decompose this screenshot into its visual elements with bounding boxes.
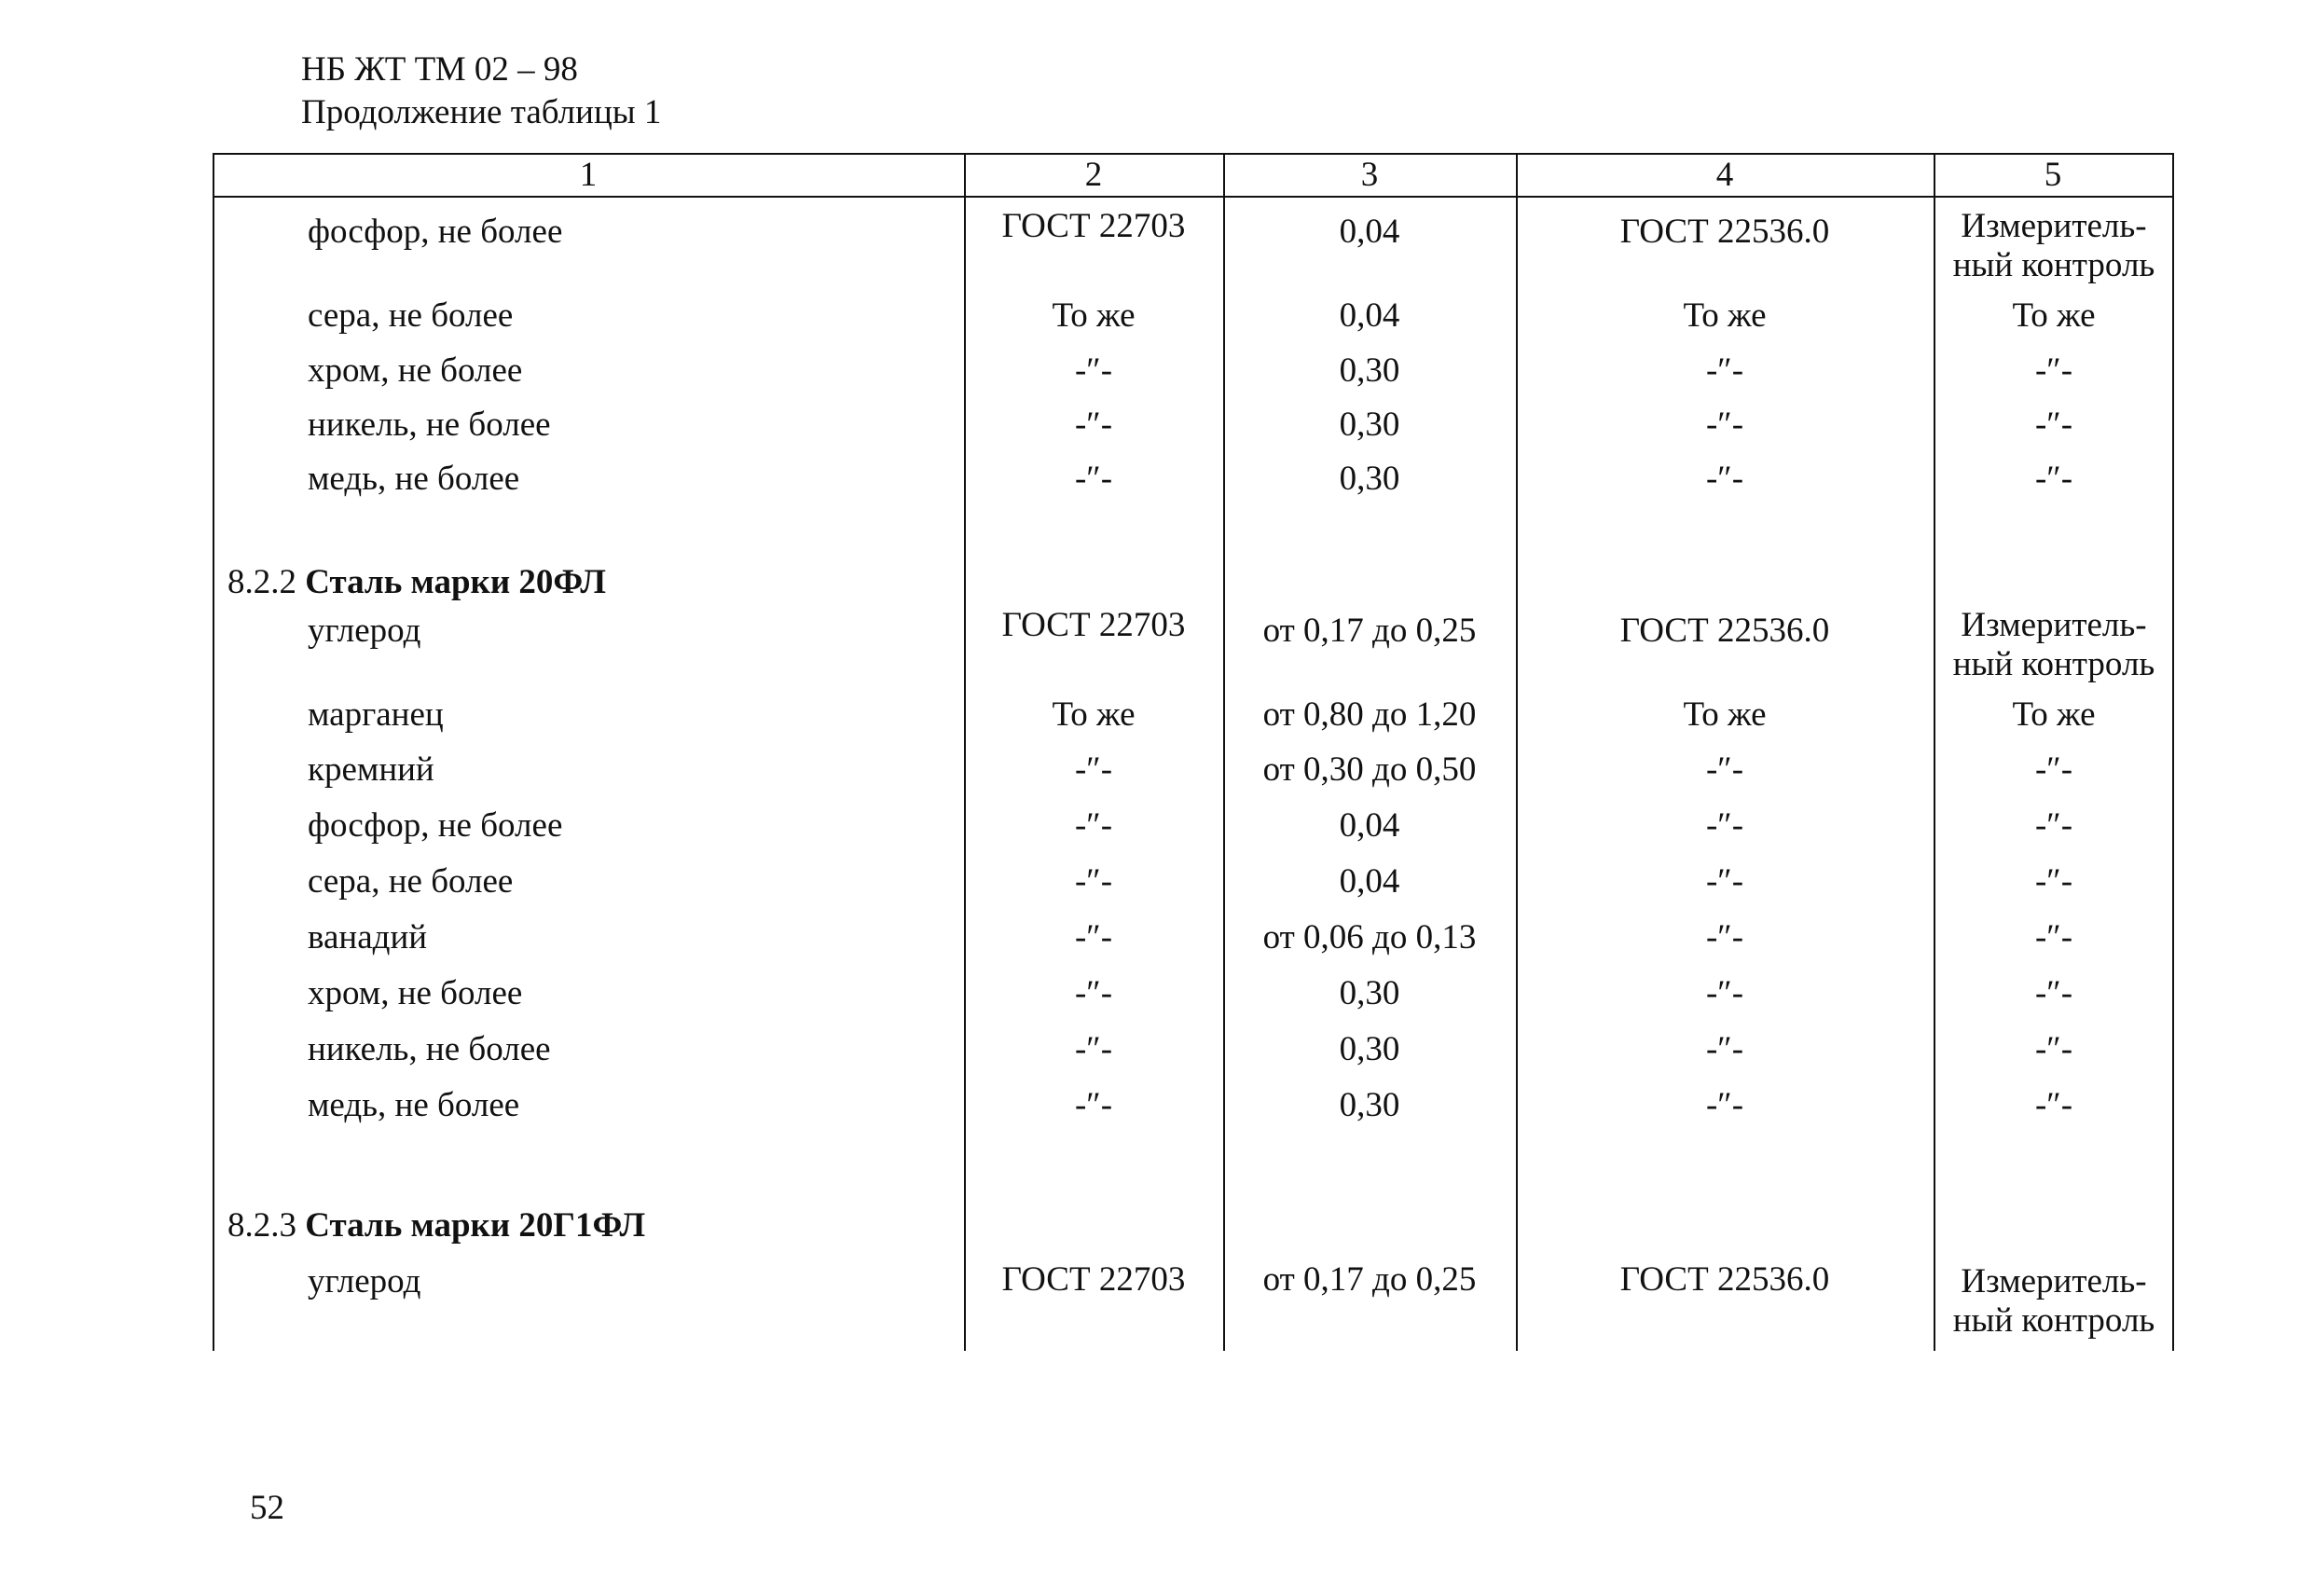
element-name: сера, не более	[308, 296, 514, 335]
method-standard: -″-	[1074, 862, 1113, 901]
element-name: медь, не более	[308, 460, 520, 498]
method-standard: ГОСТ 22703	[1001, 606, 1186, 644]
norm-value: 0,04	[1339, 213, 1400, 251]
method-standard: -″-	[1074, 1086, 1113, 1124]
table-header-border	[213, 196, 2174, 198]
control-type: -″-	[2034, 1030, 2073, 1068]
norm-value: от 0,80 до 1,20	[1262, 695, 1477, 734]
test-standard: ГОСТ 22536.0	[1619, 213, 1830, 251]
method-standard: ГОСТ 22703	[1001, 207, 1186, 245]
element-name: сера, не более	[308, 862, 514, 901]
method-standard: То же	[1052, 296, 1136, 335]
test-standard: -″-	[1705, 351, 1744, 390]
norm-value: 0,30	[1339, 1030, 1400, 1068]
test-standard: -″-	[1705, 750, 1744, 789]
element-name: кремний	[308, 750, 434, 789]
norm-value: 0,30	[1339, 351, 1400, 390]
test-standard: -″-	[1705, 918, 1744, 956]
section-number: 8.2.2	[227, 563, 296, 601]
norm-value: от 0,06 до 0,13	[1262, 918, 1477, 956]
section-title: Сталь марки 20Г1ФЛ	[305, 1206, 646, 1245]
method-standard: -″-	[1074, 806, 1113, 845]
control-type: -″-	[2034, 750, 2073, 789]
element-name: никель, не более	[308, 406, 551, 444]
control-type: То же	[2012, 695, 2096, 734]
element-name: ванадий	[308, 918, 428, 956]
norm-value: 0,04	[1339, 296, 1400, 335]
test-standard: -″-	[1705, 1030, 1744, 1068]
specification-table	[213, 153, 2174, 1351]
test-standard: -″-	[1705, 806, 1744, 845]
norm-value: от 0,30 до 0,50	[1262, 750, 1477, 789]
section-title: Сталь марки 20ФЛ	[305, 563, 606, 601]
norm-value: 0,30	[1339, 974, 1400, 1012]
column-number: 4	[1715, 156, 1734, 194]
method-standard: То же	[1052, 695, 1136, 734]
norm-value: 0,30	[1339, 1086, 1400, 1124]
control-type: -″-	[2034, 806, 2073, 845]
norm-value: 0,30	[1339, 460, 1400, 498]
element-name: хром, не более	[308, 351, 523, 390]
test-standard: -″-	[1705, 406, 1744, 444]
table-col-border	[2172, 153, 2174, 1351]
method-standard: ГОСТ 22703	[1001, 1260, 1186, 1299]
element-name: углерод	[308, 1262, 421, 1300]
column-number: 2	[1084, 156, 1103, 194]
control-type: Измеритель-ный контроль	[1952, 1262, 2155, 1340]
test-standard: -″-	[1705, 974, 1744, 1012]
test-standard: -″-	[1705, 1086, 1744, 1124]
test-standard: То же	[1683, 695, 1767, 734]
control-type: Измеритель-ный контроль	[1952, 606, 2155, 683]
method-standard: -″-	[1074, 974, 1113, 1012]
control-type: -″-	[2034, 406, 2073, 444]
method-standard: -″-	[1074, 1030, 1113, 1068]
test-standard: ГОСТ 22536.0	[1619, 612, 1830, 650]
control-type: -″-	[2034, 918, 2073, 956]
element-name: марганец	[308, 695, 444, 734]
element-name: фосфор, не более	[308, 213, 563, 251]
test-standard: То же	[1683, 296, 1767, 335]
control-type: -″-	[2034, 351, 2073, 390]
element-name: никель, не более	[308, 1030, 551, 1068]
control-type: То же	[2012, 296, 2096, 335]
column-number: 3	[1360, 156, 1379, 194]
control-type: Измеритель-ный контроль	[1952, 207, 2155, 284]
element-name: хром, не более	[308, 974, 523, 1012]
control-type: -″-	[2034, 862, 2073, 901]
page-number: 52	[250, 1489, 284, 1527]
method-standard: -″-	[1074, 351, 1113, 390]
column-number: 5	[2044, 156, 2062, 194]
element-name: углерод	[308, 612, 421, 650]
method-standard: -″-	[1074, 406, 1113, 444]
test-standard: -″-	[1705, 460, 1744, 498]
table-caption: Продолжение таблицы 1	[301, 93, 662, 131]
control-type: -″-	[2034, 974, 2073, 1012]
control-type: -″-	[2034, 1086, 2073, 1124]
norm-value: 0,30	[1339, 406, 1400, 444]
document-header	[301, 48, 661, 134]
column-number: 1	[579, 156, 598, 194]
element-name: фосфор, не более	[308, 806, 563, 845]
method-standard: -″-	[1074, 460, 1113, 498]
method-standard: -″-	[1074, 918, 1113, 956]
method-standard: -″-	[1074, 750, 1113, 789]
control-type: -″-	[2034, 460, 2073, 498]
section-number: 8.2.3	[227, 1206, 296, 1245]
test-standard: -″-	[1705, 862, 1744, 901]
norm-value: 0,04	[1339, 806, 1400, 845]
norm-value: 0,04	[1339, 862, 1400, 901]
document-code: НБ ЖТ ТМ 02 – 98	[301, 50, 578, 89]
norm-value: от 0,17 до 0,25	[1262, 1260, 1477, 1299]
element-name: медь, не более	[308, 1086, 520, 1124]
table-top-border	[213, 153, 2174, 155]
test-standard: ГОСТ 22536.0	[1619, 1260, 1830, 1299]
norm-value: от 0,17 до 0,25	[1262, 612, 1477, 650]
table-col-border	[213, 153, 214, 1351]
